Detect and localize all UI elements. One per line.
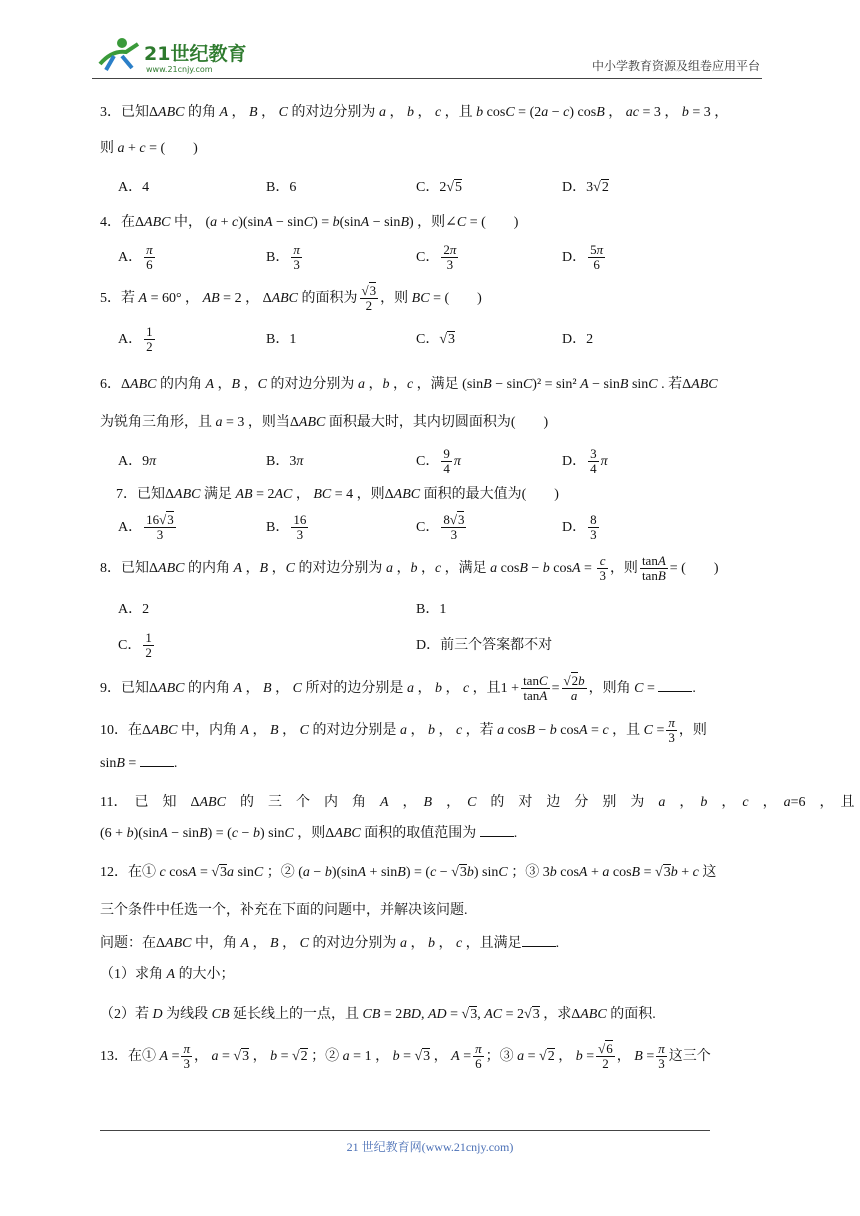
option-b[interactable]: B． $\frac{16}{3}$ [266,512,307,543]
question-8-options-row2 [100,626,764,666]
question-7: 7．已知ΔABC 满足 AB = 2AC ， BC = 4 ，则ΔABC 面积的最大值为( ) [116,487,559,502]
question-4-options [100,238,764,278]
option-c[interactable]: C． $\frac{9}{4}$ π [416,446,461,477]
option-b[interactable]: B．3π [266,454,304,469]
option-c[interactable]: C． $\frac{8√3}{3}$ [416,512,465,543]
option-c[interactable]: C． $\frac{1}{2}$ [118,630,152,661]
option-c[interactable]: C．√3 [416,332,456,347]
option-b[interactable]: B．1 [266,332,297,347]
option-d[interactable]: D．2 [562,332,594,347]
option-c[interactable]: C．2√5 [416,180,463,195]
question-12-sub1: （1）求角 A 的大小； [100,967,235,982]
option-b[interactable]: B．1 [416,602,447,617]
option-a[interactable]: A． $\frac{16√3}{3}$ [118,512,174,543]
question-12: 12．在① c cosA = √3a sinC ；② (a − b)(sinA + sinB) = (c − √3b) sinC ；③ 3b cosA + a cosB = √3b + c 这 [100,865,717,880]
option-a[interactable]: A．4 [118,180,150,195]
option-d[interactable]: D． $\frac{3}{4}$ π [562,446,608,477]
option-a[interactable]: A． $\frac{\pi}{6}$ [118,242,153,273]
question-12-sub2: （2）若 D 为线段 CB 延长线上的一点，且 CB = 2BD, AD = √3, AC = 2√3 ，求ΔABC 的面积. [100,1007,656,1022]
platform-name: 中小学教育资源及组卷应用平台 [591,59,760,73]
question-11: 11． 已 知 ΔABC 的 三 个 内 角 A ， B ， C 的 对 边 分 别 为 a ， b ， c ， a=6 ， 且 [100,795,855,810]
question-10-cont: sinB = . [100,752,764,774]
option-d[interactable]: D．前三个答案都不对 [416,638,553,653]
logo-url: www.21cnjy.com [146,65,213,74]
footer-link[interactable]: 21 世纪教育网(www.21cnjy.com) [346,1140,514,1154]
question-8: 8．已知ΔABC 的内角 A ，B ，C 的对边分别为 a ，b ，c ，满足 a cosB − b cosA = $\frac{c}{3}$ ，则 $\frac{\tan A}{\tan B}$ = ( ) [100,553,719,584]
question-12-cont: 三个条件中任选一个，补充在下面的问题中，并解决该问题. [100,903,468,918]
question-8-options-row1 [100,590,764,626]
question-4: 4．在ΔABC 中， (a + c)(sinA − sinC) = b(sinA − sinB) ，则∠C = ( ) [100,215,519,230]
footer-divider [100,1130,710,1131]
logo-icon [92,34,262,74]
question-6-cont: 为锐角三角形，且 a = 3 ，则当ΔABC 面积最大时，其内切圆面积为( ) [100,415,549,430]
question-7-options [100,508,764,548]
question-5-options [100,320,764,360]
option-d[interactable]: D． $\frac{8}{3}$ [562,512,597,543]
option-a[interactable]: A． $\frac{1}{2}$ [118,324,153,355]
option-a[interactable]: A．2 [118,602,150,617]
page-header [92,32,762,79]
question-13: 13．在① A = $\frac{\pi}{3}$ ， a = √3 ， b = √2 ；② a = 1 ， b = √3 ， A = $\frac{\pi}{6}$ ；③ a = √2 ， b = $\frac{√6}{2}$ ， B = $\frac{\pi}{3}$ 这三个 [100,1041,711,1072]
question-9: 9．已知ΔABC 的内角 A ， B ， C 所对的边分别是 a ， b ， c ，且1 + $\frac{\tan C}{\tan A}$ = $\frac{√2b}{a}$ ，则角 C = . [100,673,696,704]
option-b[interactable]: B． $\frac{\pi}{3}$ [266,242,300,273]
question-3-cont: 则 a + c = ( ) [100,141,198,156]
option-d[interactable]: D． $\frac{5\pi}{6}$ [562,242,604,273]
question-11-cont: (6 + b)(sinA − sinB) = (c − b) sinC ，则ΔABC 面积的取值范围为 . [100,822,764,844]
question-3: 3．已知ΔABC 的角 A ， B ， C 的对边分别为 a ， b ， c ，且 b cosC = (2a − c) cosB ， ac = 3 ， b = 3 ， [100,105,729,120]
question-12-prompt: 问题：在ΔABC 中，角 A ， B ， C 的对边分别为 a ， b ， c ，且满足 . [100,932,764,954]
option-b[interactable]: B．6 [266,180,297,195]
question-3-options [100,168,764,208]
question-10: 10．在ΔABC 中，内角 A ， B ， C 的对边分别是 a ， b ， c ，若 a cosB − b cosA = c ，且 C = $\frac{\pi}{3}$ ，则 [100,715,707,746]
question-6: 6．ΔABC 的内角 A ，B ，C 的对边分别为 a ，b ，c ，满足 (sinB − sinC)² = sin² A − sinB sinC . 若ΔABC [100,377,718,392]
option-c[interactable]: C． $\frac{2\pi}{3}$ [416,242,457,273]
question-list [100,100,855,1078]
option-a[interactable]: A．9π [118,454,157,469]
question-5: 5．若 A = 60° ， AB = 2 ， ΔABC 的面积为 $\frac{√3}{2}$ ，则 BC = ( ) [100,283,482,314]
logo-text: 21世纪教育 [144,43,247,65]
option-d[interactable]: D．3√2 [562,180,609,195]
question-6-options [100,442,764,482]
